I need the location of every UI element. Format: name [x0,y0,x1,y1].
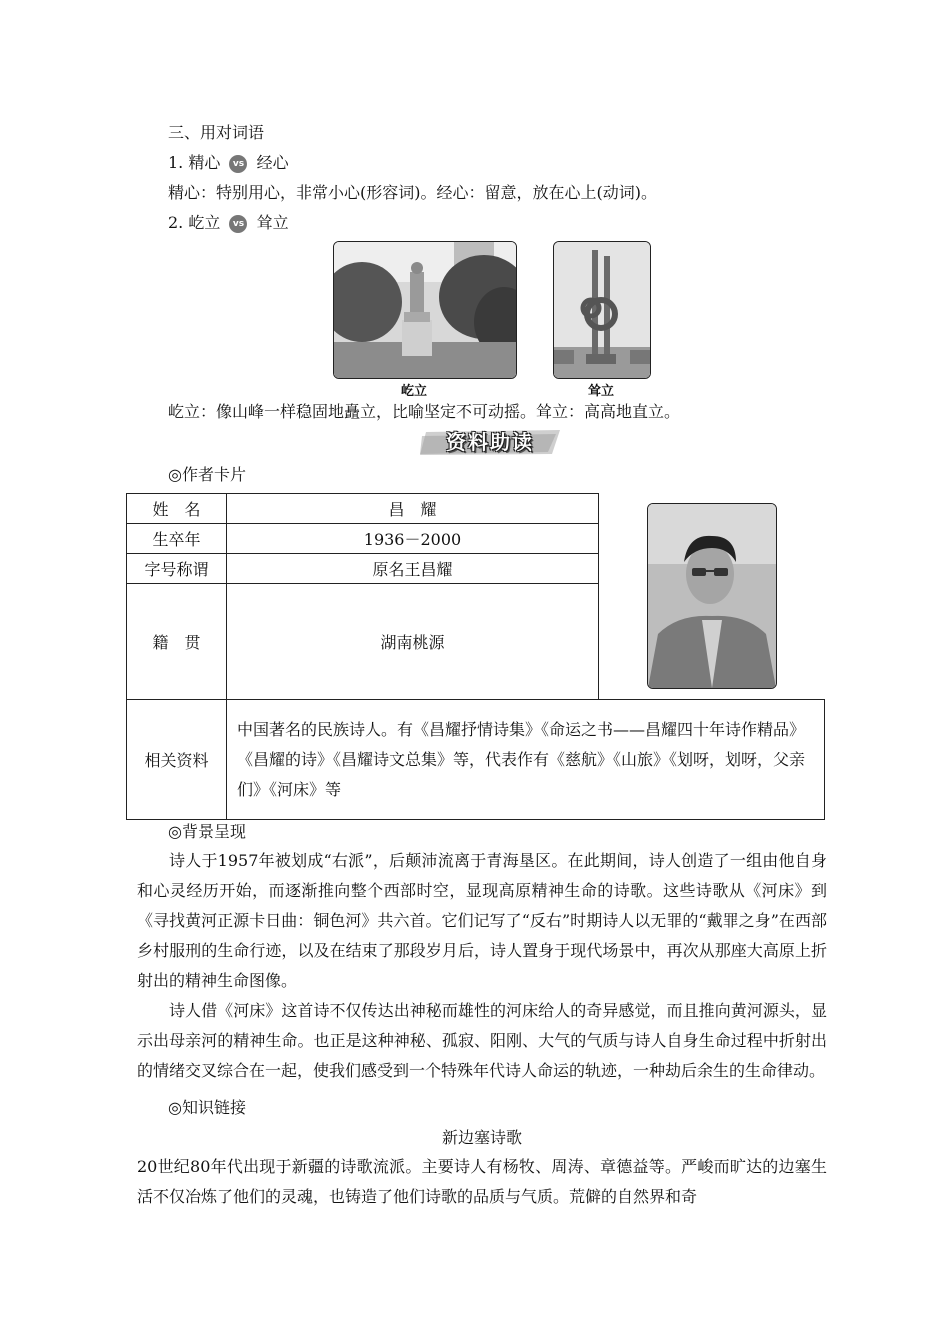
banner-title: 资料助读 [446,430,534,454]
item-number: 2. [168,213,184,232]
knowledge-title: 新边塞诗歌 [441,1128,522,1147]
row-label: 姓 名 [127,494,227,524]
author-card-heading: ◎作者卡片 [168,465,246,484]
statue-photo [333,241,517,379]
item-number: 1. [168,153,184,172]
row-label: 籍 贯 [127,584,227,700]
row-value: 昌 耀 [227,494,599,524]
vs-icon: vs [229,155,247,173]
vocab-definition-1: 精心：特别用心，非常小心(形容词)。经心：留意，放在心上(动词)。 [168,183,657,202]
word-2: 经心 [256,153,289,172]
monument-photo [553,241,651,379]
background-paragraph-2: 诗人借《河床》这首诗不仅传达出神秘而雄性的河床给人的奇异感觉，而且推向黄河源头，显示出母亲河的精神生命。也正是这种神秘、孤寂、阳刚、大气的气质与诗人自身生命过程中折射出的情绪交叉综合在一起，使我们感受到一个特殊年代诗人命运的轨迹，一种劫后余生的生命律动。 [137,1001,827,1080]
row-value: 1936－2000 [227,524,599,554]
author-card-table [126,493,825,820]
vs-icon: vs [229,215,247,233]
portrait-cell [599,494,825,700]
knowledge-paragraph: 20世纪80年代出现于新疆的诗歌流派。主要诗人有杨牧、周涛、章德益等。严峻而旷达的边塞生活不仅冶炼了他们的灵魂，也铸造了他们诗歌的品质与气质。荒僻的自然界和奇 [137,1157,827,1206]
background-paragraph-1: 诗人于1957年被划成“右派”，后颠沛流离于青海垦区。在此期间，诗人创造了一组由他自身和心灵经历开始，而逐渐推向整个西部时空，显现高原精神生命的诗歌。这些诗歌从《河床》到《寻找黄河正源卡日曲：铜色河》共六首。它们记写了“反右”时期诗人以无罪的“戴罪之身”在西部乡村服刑的生命行迹，以及在结束了那段岁月后，诗人置身于现代场景中，再次从那座大高原上折射出的精神生命图像。 [137,851,827,990]
row-label: 字号称谓 [127,554,227,584]
row-value: 原名王昌耀 [227,554,599,584]
vocab-item-1 [168,153,289,173]
table-row [127,494,825,524]
row-value: 中国著名的民族诗人。有《昌耀抒情诗集》《命运之书——昌耀四十年诗作精品》《昌耀的诗》《昌耀诗文总集》等，代表作有《慈航》《山旅》《划呀，划呀，父亲们》《河床》等 [227,700,825,820]
word-1: 精心 [188,153,221,172]
vocab-definition-2: 屹立：像山峰一样稳固地矗立，比喻坚定不可动摇。耸立：高高地直立。 [168,402,681,421]
photo-caption-1: 屹立 [400,384,427,399]
photo-caption-2: 耸立 [587,384,614,399]
section-heading: 三、用对词语 [168,123,265,142]
row-label: 生卒年 [127,524,227,554]
row-label: 相关资料 [127,700,227,820]
section-banner [420,428,560,456]
row-value: 湖南桃源 [227,584,599,700]
table-row [127,700,825,820]
word-1: 屹立 [188,213,221,232]
vocab-item-2 [168,213,289,233]
knowledge-heading: ◎知识链接 [168,1098,246,1117]
author-portrait [647,503,777,689]
word-2: 耸立 [256,213,289,232]
background-heading: ◎背景呈现 [168,822,246,841]
